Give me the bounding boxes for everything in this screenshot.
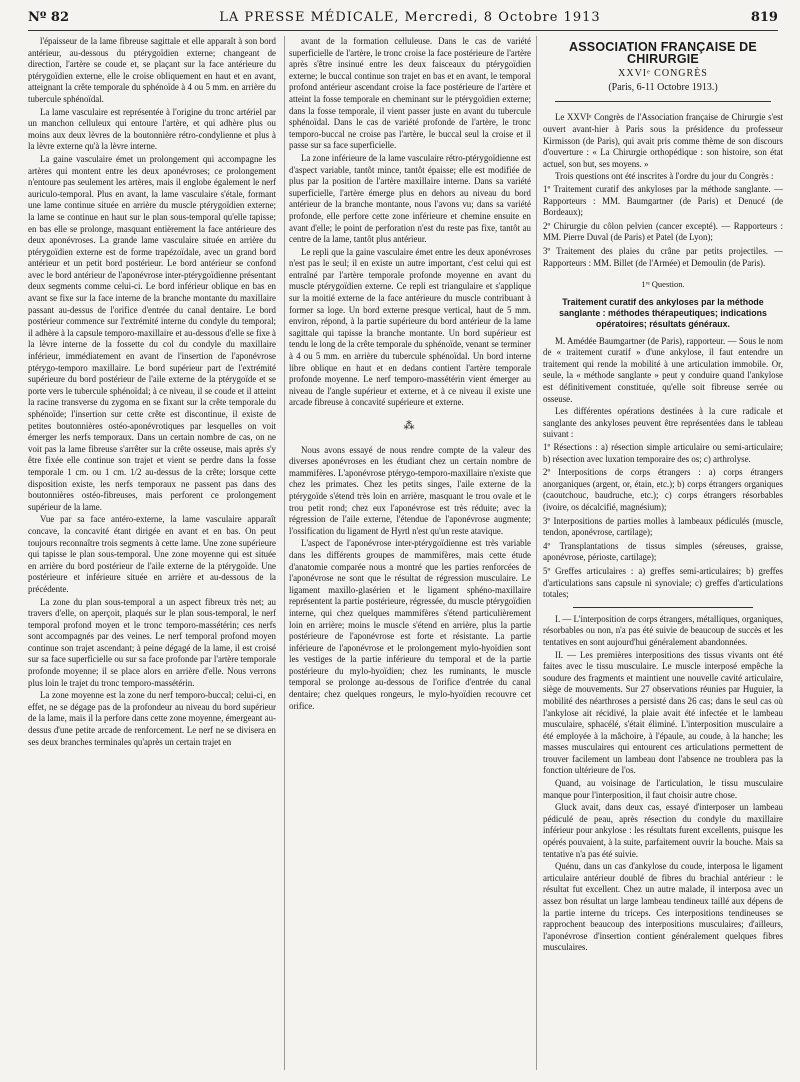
- paragraph: Trois questions ont été inscrites à l'ordre du jour du Congrès :: [555, 171, 774, 182]
- divider: [573, 607, 753, 608]
- paragraph: Le XXVIᵉ Congrès de l'Association française de Chirurgie s'est ouvert avant-hier à Paris sous la présidence du professeur Kirmisson (de Paris), qui avait pris comme thème de son discours d'ouverture : « La Chirurgie orthopédique : son histoire, son état actuel, son but, ses moyens. »: [543, 112, 783, 169]
- paragraph: Les différentes opérations destinées à la cure radicale et sanglante des ankyloses peuvent être représentées dans le tableau suivant :: [543, 406, 783, 440]
- paragraph: II. — Les premières interpositions des tissus vivants ont été faites avec le tissu musculaire. Le muscle interposé empêche la soudure des fragments et maintient une nouvelle cavité articulaire, siège de mouvements. Sur 27 observations réunies par Huguier, la mobilité des néarthroses a persisté dans 26 cas; dans le seul cas où l'ankylose ait récidivé, la plaie avait été infectée et le lambeau musculaire, sphacélé, s'était éliminé. L'interposition musculaire a été employée à la mâchoire, à l'épaule, au coude, à la hanche; les masses musculaires qui entourent ces articulations permettent de trouver facilement un lambeau dont l'absence ne troublera pas la fonction ultérieure de l'os.: [543, 649, 783, 776]
- table-item: 1º Résections : a) résection simple articulaire ou semi-articulaire; b) résection avec luxation temporaire des os; c) arthrolyse.: [543, 442, 783, 464]
- table-item: 3º Interpositions de parties molles à lambeaux pédiculés (muscle, tendon, aponévrose, cartilage);: [543, 515, 783, 538]
- asterism-divider: ⁂: [403, 420, 417, 432]
- column-left: [28, 36, 276, 1070]
- paragraph: La zone moyenne est la zone du nerf temporo-buccal; celui-ci, en effet, ne se dégage pas de la profondeur au niveau du bord supérieur de la lame, mais il la perfore dans cette zone moyenne, émergeant au-dessus d'une petite arcade de renforcement. Le nerf ne se divisera en ses deux branches terminales qu'après un certain trajet en: [28, 690, 276, 747]
- divider: [555, 101, 771, 102]
- journal-title: LA PRESSE MÉDICALE, Mercredi, 8 Octobre 1913: [219, 9, 601, 25]
- question-item: 2º Chirurgie du côlon pelvien (cancer excepté). — Rapporteurs : MM. Pierre Duval (de Paris) et Patel (de Lyon);: [543, 220, 783, 243]
- page-number: 819: [750, 9, 778, 25]
- congress-place-date: (Paris, 6-11 Octobre 1913.): [608, 81, 718, 93]
- paragraph: avant de la formation celluleuse. Dans le cas de variété superficielle de l'artère, le tronc croise la face postérieure de l'artère après s'être insinué entre les deux faisceaux du ptérygoïdien externe; le buccal continue son trajet en bas et en avant, le temporal profond antérieur ascendant croise la face postérieure de l'artère et atteint la fosse temporale en cheminant sur le ptérygoïdien externe; dans la fosse temporale, il vient passer juste en avant du tubercule sphénoïdal. Dans le cas de variété profonde de l'artère, le tronc temporo-buccal ne croise pas l'artère, le buccal seul la croise et il passe sur sa face superficielle.: [289, 36, 531, 151]
- column-right: [536, 36, 783, 1070]
- question-heading: 1ʳᵉ Question.: [641, 279, 685, 290]
- paragraph: La zone du plan sous-temporal a un aspect fibreux très net; au travers d'elle, on aperçoit, plaqués sur le plan sous-temporal, le nerf temporal profond moyen et le tronc temporo-massétérin; ces nerfs sont accompagnés par des veines. Le nerf temporal profond moyen continue son trajet ascendant; à peine dégagé de la lame, il est croisé sur sa face superficielle ou sur sa face profonde par l'artère temporale profonde moyenne; il se place alors en arrière d'elle. Nous verrons plus loin le trajet du tronc temporo-massétérin.: [28, 596, 276, 688]
- section-title: ASSOCIATION FRANÇAISE DE CHIRURGIE: [569, 40, 757, 66]
- paragraph: l'épaisseur de la lame fibreuse sagittale et elle apparaît à son bord antérieur, au-dessous du ptérygoïdien externe; changeant de direction, l'artère se coude et, se plaçant sur la face antérieure du ptérygoïdien externe, elle le croise obliquement en haut et en avant, atteignant la crête temporale du sphénoïde à 4 ou 5 mm. en arrière du tubercule sphénoïdal.: [28, 36, 276, 104]
- paragraph: La zone inférieure de la lame vasculaire rétro-ptérygoïdienne est d'aspect variable, tantôt mince, tantôt épaisse; elle est modifiée de plus par la position de l'artère maxillaire interne. Dans sa variété superficielle, l'artère émerge plus en dehors au niveau du bord antérieur de la branche montante, nous l'avons vu; dans sa variété profonde, elle perfore cette zone inférieure et chemine ensuite en avant d'elle; le point de perforation n'est du reste pas fixe, tantôt au centre de la lame, tantôt plus antérieur.: [289, 152, 531, 245]
- page-header: [28, 4, 778, 31]
- paragraph: L'aspect de l'aponévrose inter-ptérygoïdienne est très variable dans les différents groupes de mammifères, mais cette étude d'anatomie comparée nous a montré que les parties renforcées de l'aponévrose ne sont que le résultat de régression musculaire. Le ligament maxillo-glasérien et le ligament sphéno-maxillaire représentent la partie postérieure, régressée, du muscle ptérygoïdien interne, qui chez quelques mammifères s'étend particulièrement loin en arrière; moins le muscle s'étend en arrière, plus la partie postérieure de l'aponévrose est forte et résistante. La partie inférieure de l'aponévrose et le prolongement mylo-hyoïdien sont les vestiges de la partie inférieure du temporal et de la partie postérieure du mylo-hyoïdien; chez les ruminants, le muscle temporal se prolonge au-dessous de l'orifice d'entrée du canal dentaire; chez quelques rongeurs, le mylo-hyoïdien recouvre cet orifice.: [289, 538, 531, 711]
- column-middle: [284, 36, 531, 1070]
- table-item: 2º Interpositions de corps étrangers : a) corps étrangers anorganiques (argent, or, étain, etc.); b) corps étrangers organiques (caoutchouc, baudruche, etc.); c) corps étrangers résorbables (ivoire, os décalcifié, magnésium);: [543, 467, 783, 512]
- paragraph: Quand, au voisinage de l'articulation, le tissu musculaire manque pour l'interposition, il faut choisir autre chose.: [543, 778, 783, 800]
- paragraph: M. Amédée Baumgartner (de Paris), rapporteur. — Sous le nom de « traitement curatif » d'une ankylose, il faut entendre un traitement qui rende la mobilité à une articulation immobile. Or, seule, la « méthode sanglante » peut y conduire quand l'ankylose est définitivement constituée, qu'elle soit fibreuse serrée ou osseuse.: [543, 335, 783, 404]
- table-item: 4º Transplantations de tissus simples (séreuses, graisse, aponévrose, périoste, cartilage);: [543, 540, 783, 563]
- congress-label: XXVIᵉ CONGRÈS: [618, 68, 708, 80]
- paragraph: La lame vasculaire est représentée à l'origine du tronc artériel par un manchon celluleux qui entoure l'artère, et qui adhère plus ou moins aux deux lèvres de la boutonnière rétro-condylienne et plus à la lèvre externe qu'à la lèvre interne.: [28, 106, 276, 152]
- paragraph: Nous avons essayé de nous rendre compte de la valeur des diverses aponévroses en les étudiant chez un certain nombre de mammifères. L'aponévrose ptérygo-temporo-maxillaire n'existe que chez les primates. Chez les petits singes, l'aile externe de la ptérygoïde s'étend très loin en arrière, masquant le trou ovale et le trou petit rond; chez eux l'aponévrose est très réduite; avec la régression de l'aile externe, l'étendue de l'aponévrose augmente; l'ossification du ligament de Hyrtl n'est qu'un reste atavique.: [289, 444, 531, 536]
- issue-number: Nº 82: [28, 9, 69, 25]
- paragraph: La gaine vasculaire émet un prolongement qui accompagne les artères qui montent entre les deux aponévroses; ce prolongement n'entoure pas seulement les artères, mais il englobe également le nerf auriculo-temporal. Plus en avant, la lame vasculaire s'étale, formant une lame continue située en arrière du muscle ptérygoïdien externe; la lame se continue en haut sur le plan sous-temporal qu'elle tapisse; en bas elle se prolonge, masquant entièrement la face antérieure des deux aponévroses. La grande lame vasculaire située en arrière du ptérygoïdien externe est de forme trapézoïdale, avec un grand bord antérieur et un petit bord postérieur. Le bord antérieur se confond avec le bord antérieur de l'aponévrose inter-ptérygoïdienne présentant deux segments comme celui-ci. Le bord inférieur oblique en bas en avant se fixe sur la face interne de la branche montante du maxillaire passant au-dessus de l'orifice d'entrée du canal dentaire. Le bord postérieur commence sur l'extrémité interne du condyle du temporal; il adhère à la capsule temporo-maxillaire et au-dessous d'elle se fixe à la lèvre interne de la fossette du col du condyle du maxillaire inférieur, immédiatement en avant de l'insertion de l'aponévrose ptérygo-temporo maxillaire. Le bord supérieur part de l'extrémité supérieure du bord postérieur de l'aile externe de la ptérygoïde et se porte vers le tubercule sphénoïdal; à ce niveau, il se coude et il atteint la racine transverse du zygoma en se fixant sur la crête temporale du sphénoïde; l'insertion sur cette crête est discontinue, il existe de petites boutonnières ostéo-aponévrotiques par lesquelles on voit émerger les nerfs temporaux. Dans un certain nombre de cas, on ne voit pas la lame fibreuse s'arrêter sur la crête osseuse, mais après s'y être fixée elle continue son trajet et vient se perdre dans la fosse temporale 1 cm. ou 1 cm. 1/2 au-dessus de la crête; lorsque cette disposition existe, les nerfs temporaux ne passent pas dans des boutonnières ostéo-fibreuses, mais perforent ce prolongement supérieur de la lame.: [28, 153, 276, 512]
- paragraph: Vue par sa face antéro-externe, la lame vasculaire apparaît concave, la concavité étant dirigée en avant et en bas. On peut toujours reconnaître trois segments à cette lame. Une zone supérieure qui tapisse le plan sous-temporal. Une zone moyenne qui est située en arrière du bord postérieur de l'aile externe de la ptérygoïde. Une postérieure et inférieure située en arrière et au-dessous de la précédente.: [28, 514, 276, 594]
- paragraph: Gluck avait, dans deux cas, essayé d'interposer un lambeau pédiculé de peau, après résection du condyle du maxillaire inférieur pour ankylose : les résultats furent excellents, puisque les opérés pouvaient, à la suite, parfaitement ouvrir la bouche. Mais sa tentative n'a pas été suivie.: [543, 802, 783, 859]
- paragraph: Quénu, dans un cas d'ankylose du coude, interposa le ligament articulaire antérieur doublé de fibres du brachial antérieur : le résultat fut excellent. Chez un autre malade, il interposa avec un assez bon résultat un large lambeau tendineux taillé aux dépens de la partie interne du triceps. Ces interpositions tendineuses se rapprochent beaucoup des interpositions musculaires; d'ailleurs, l'aponévrose d'insertion contient généralement quelques fibres musculaires.: [543, 861, 783, 953]
- table-item: 5º Greffes articulaires : a) greffes semi-articulaires; b) greffes d'articulations sans capsule ni synoviale; c) greffes d'articulations totales;: [543, 565, 783, 600]
- question-item: 1º Traitement curatif des ankyloses par la méthode sanglante. — Rapporteurs : MM. Baumgartner (de Paris) et Denucé (de Bordeaux);: [543, 183, 783, 218]
- topic-title: Traitement curatif des ankyloses par la méthode sanglante : méthodes thérapeutiques; indications opératoires; résultats généraux.: [559, 296, 767, 329]
- paragraph: Le repli que la gaine vasculaire émet entre les deux aponévroses n'est pas le seul; il en existe un autre important, c'est celui qui est entraîné par l'artère temporale profonde moyenne en avant du muscle ptérygoïdien externe. Ce repli est triangulaire et s'applique sur la moitié externe de la face antérieure du muscle contribuant à former sa loge. Un bord externe presque vertical, haut de 5 mm. environ, répond, à la partie supérieure du bord antérieur de la lame sagittale qui tapisse la branche montante. Un bord supérieur est tendu le long de la crête temporale du sphénoïde, venant se terminer à 4 ou 5 mm. en arrière du tubercule sphénoïdal. Un bord interne libre oblique en haut et en dedans contient l'artère temporale profonde moyenne. Le nerf temporo-massétérin vient émerger au niveau de l'angle supérieur et externe, et à ce niveau il existe une arcade fibreuse à concavité supérieure et externe.: [289, 246, 531, 408]
- question-item: 3º Traitement des plaies du crâne par petits projectiles. — Rapporteurs : MM. Billet (de l'Armée) et Demoulin (de Paris).: [543, 245, 783, 268]
- paragraph: I. — L'interposition de corps étrangers, métalliques, organiques, résorbables ou non, n'a pas été suivie de beaucoup de succès et les tentatives en sont aujourd'hui généralement abandonnées.: [543, 613, 783, 647]
